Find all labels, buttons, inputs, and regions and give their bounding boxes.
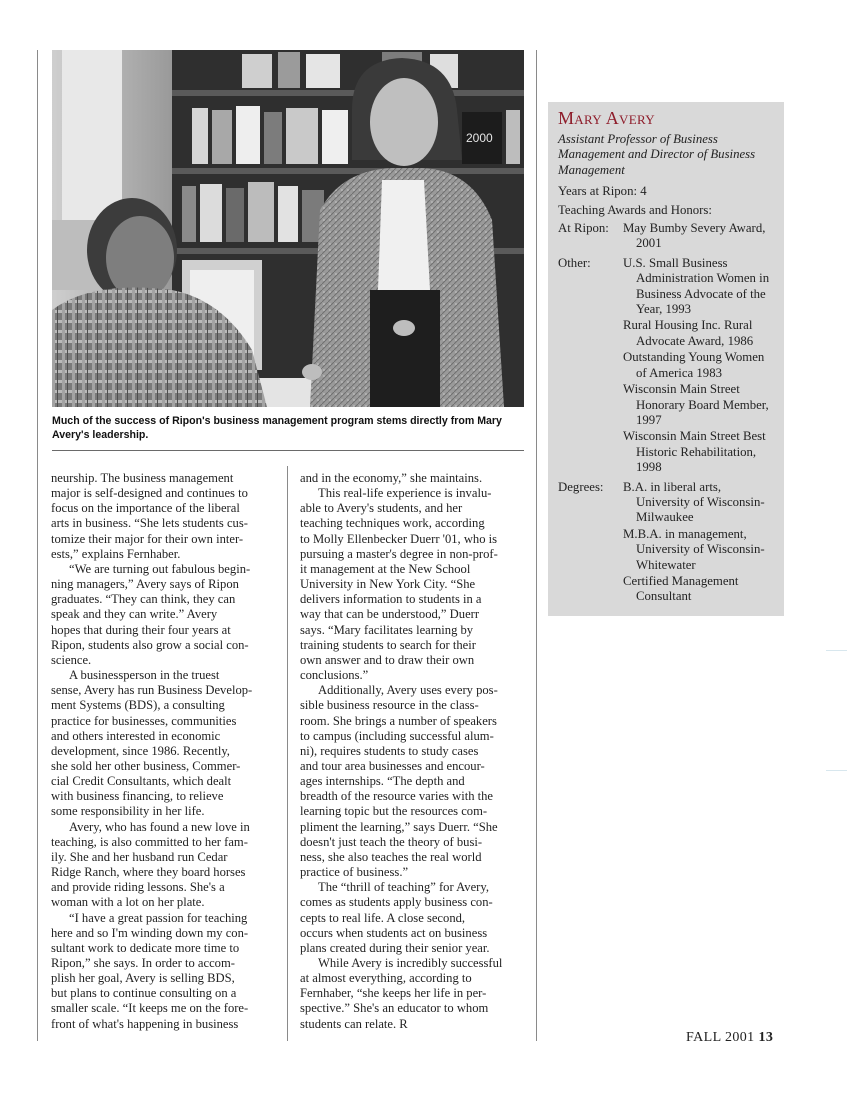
article-line: practice of business.”: [300, 865, 409, 880]
other-awards-list: [623, 256, 774, 477]
article-line: plish her goal, Avery is selling BDS,: [51, 971, 235, 986]
article-line: to Molly Ellenbecker Duerr '01, who is: [300, 531, 498, 546]
degrees-entry: Certified Management Consultant: [623, 573, 739, 604]
article-line: some responsibility in her life.: [51, 804, 205, 819]
at-ripon-label: At Ripon:: [558, 221, 609, 236]
awards-at-ripon: [558, 221, 774, 253]
article-line: woman with a lot on her plate.: [51, 895, 205, 910]
margin-mark: [826, 770, 847, 771]
article-line: speak and they can write.” Avery: [51, 607, 218, 622]
article-column-1: [51, 471, 273, 1032]
article-line: hopes that during their four years at: [51, 622, 231, 637]
article-line: plans created during their senior year.: [300, 940, 490, 955]
article-line: focus on the importance of the liberal: [51, 501, 240, 516]
article-line: at almost everything, according to: [300, 971, 472, 986]
degrees-label: Degrees:: [558, 479, 604, 494]
column-rule-left: [37, 50, 38, 1041]
article-line: neurship. The business management: [51, 471, 234, 485]
article-line: ests,” explains Fernhaber.: [51, 546, 181, 561]
years-at-ripon: Years at Ripon: 4: [558, 184, 647, 199]
article-line: “I have a great passion for teaching: [69, 910, 248, 925]
feature-photo: [52, 50, 524, 407]
article-line: cial Credit Consultants, which dealt: [51, 774, 232, 789]
article-line: she sold her other business, Commer-: [51, 758, 241, 773]
degrees-entry: B.A. in liberal arts, University of Wisconsin-Milwaukee: [623, 479, 765, 525]
article-line: it management at the New School: [300, 561, 471, 576]
article-line: Ridge Ranch, where they board horses: [51, 865, 246, 880]
article-line: delivers information to students in a: [300, 592, 482, 607]
article-line: learning topic but the resources com-: [300, 804, 488, 819]
article-line: conclusions.”: [300, 668, 369, 683]
awards-other: [558, 256, 774, 477]
issue-label: FALL 2001: [686, 1030, 755, 1045]
column-rule-right: [536, 50, 537, 1041]
article-line: development, since 1986. Recently,: [51, 743, 230, 758]
article-line: training students to search for their: [300, 637, 476, 652]
article-line: sense, Avery has run Business Develop-: [51, 683, 253, 698]
degrees-entry: M.B.A. in management, University of Wisconsin-Whitewater: [623, 526, 765, 572]
article-line: Ripon,” she says. In order to accom-: [51, 956, 235, 970]
article-line: While Avery is incredibly successful: [318, 956, 503, 970]
other-entry: Wisconsin Main Street Best Historic Rehabilitation, 1998: [623, 429, 766, 475]
article-line: teaching techniques work, according: [300, 516, 485, 531]
degrees: [558, 480, 774, 606]
article-line: science.: [51, 652, 92, 667]
article-line: ness, she also teaches the real world: [300, 849, 482, 864]
article-line: and in the economy,” she maintains.: [300, 471, 483, 485]
other-entry: Outstanding Young Women of America 1983: [623, 350, 765, 380]
article-line: graduates. “They can think, they can: [51, 592, 236, 607]
article-line: pursuing a master's degree in non-prof-: [300, 546, 498, 561]
article-line: and provide riding lessons. She's a: [51, 880, 225, 895]
margin-mark: [826, 650, 847, 651]
article-line: The “thrill of teaching” for Avery,: [318, 880, 489, 895]
article-line: sultant work to dedicate more time to: [51, 940, 240, 955]
article-line: cepts to real life. A close second,: [300, 910, 466, 925]
article-line: and tour area businesses and encour-: [300, 758, 485, 773]
profile-name: Mary Avery: [558, 108, 655, 128]
article-line: and others interested in economic: [51, 728, 221, 743]
article-line: smaller scale. “It keeps me on the fore-: [51, 1001, 249, 1016]
article-line: A businessperson in the truest: [69, 668, 220, 683]
article-line: able to Avery's students, and her: [300, 501, 463, 516]
caption-rule: [52, 450, 524, 451]
profile-title: Assistant Professor of Business Management and Director of Business Management: [558, 132, 756, 177]
awards-heading: Teaching Awards and Honors:: [558, 202, 712, 217]
photo-caption: Much of the success of Ripon's business management program stems directly from Mary Avery's leadership.: [52, 415, 502, 441]
article-line: Ripon, students also grow a social con-: [51, 637, 249, 652]
article-line: says. “Mary facilitates learning by: [300, 622, 474, 637]
article-line: ning managers,” Avery says of Ripon: [51, 577, 239, 592]
profile-sidebar: [548, 102, 784, 616]
article-line: own answer and to draw their own: [300, 652, 475, 667]
at-ripon-list: [623, 221, 774, 253]
article-line: but plans to continue consulting on a: [51, 986, 237, 1001]
article-line: way that can be understood,” Duerr: [300, 607, 480, 622]
article-line: room. She brings a number of speakers: [300, 713, 497, 728]
page-folio: [686, 1030, 773, 1046]
article-line: breadth of the resource varies with the: [300, 789, 494, 804]
article-line: arts in business. “She lets students cus-: [51, 516, 248, 531]
article-line: comes as students apply business con-: [300, 895, 493, 910]
article-line: here and so I'm winding down my con-: [51, 925, 249, 940]
article-line: doesn't just teach the theory of busi-: [300, 834, 483, 849]
article-line: ages internships. “The depth and: [300, 774, 465, 789]
book-cover-text: 2000: [466, 131, 493, 145]
at-ripon-entry: May Bumby Severy Award, 2001: [623, 221, 766, 251]
article-line: teaching, is also committed to her fam-: [51, 834, 248, 849]
article-line: occurs when students act on business: [300, 925, 488, 940]
article-line: University in New York City. “She: [300, 577, 476, 592]
article-line: pliment the learning,” says Duerr. “She: [300, 819, 498, 834]
column-rule-middle: [287, 466, 288, 1041]
page-number: 13: [758, 1030, 774, 1045]
article-line: front of what's happening in business: [51, 1016, 239, 1031]
other-entry: Wisconsin Main Street Honorary Board Member, 1997: [623, 382, 769, 427]
other-entry: Rural Housing Inc. Rural Advocate Award, 1986: [623, 318, 754, 348]
article-line: Additionally, Avery uses every pos-: [318, 683, 498, 698]
article-line: “We are turning out fabulous begin-: [69, 561, 251, 576]
article-line: major is self-designed and continues to: [51, 486, 248, 501]
article-line: students can relate. R: [300, 1016, 408, 1031]
article-line: to campus (including successful alum-: [300, 728, 494, 743]
other-label: Other:: [558, 255, 591, 270]
article-line: practice for businesses, communities: [51, 713, 237, 728]
article-column-2: [300, 471, 522, 1032]
article-line: ily. She and her husband run Cedar: [51, 849, 228, 864]
article-line: tomize their major for their own inter-: [51, 531, 244, 546]
article-line: ni), requires students to study cases: [300, 743, 479, 758]
article-line: spective.” She's an educator to whom: [300, 1001, 489, 1016]
other-entry: U.S. Small Business Administration Women in Business Advocate of the Year, 1993: [623, 255, 770, 317]
article-line: Avery, who has found a new love in: [69, 819, 250, 834]
article-line: sible business resource in the class-: [300, 698, 479, 713]
photo-illustration: [52, 50, 524, 407]
article-line: ment Systems (BDS), a consulting: [51, 698, 225, 713]
article-line: with business financing, to relieve: [51, 789, 224, 804]
degrees-list: [623, 480, 774, 606]
article-line: Fernhaber, “she keeps her life in per-: [300, 986, 487, 1001]
article-line: This real-life experience is invalu-: [318, 486, 492, 501]
